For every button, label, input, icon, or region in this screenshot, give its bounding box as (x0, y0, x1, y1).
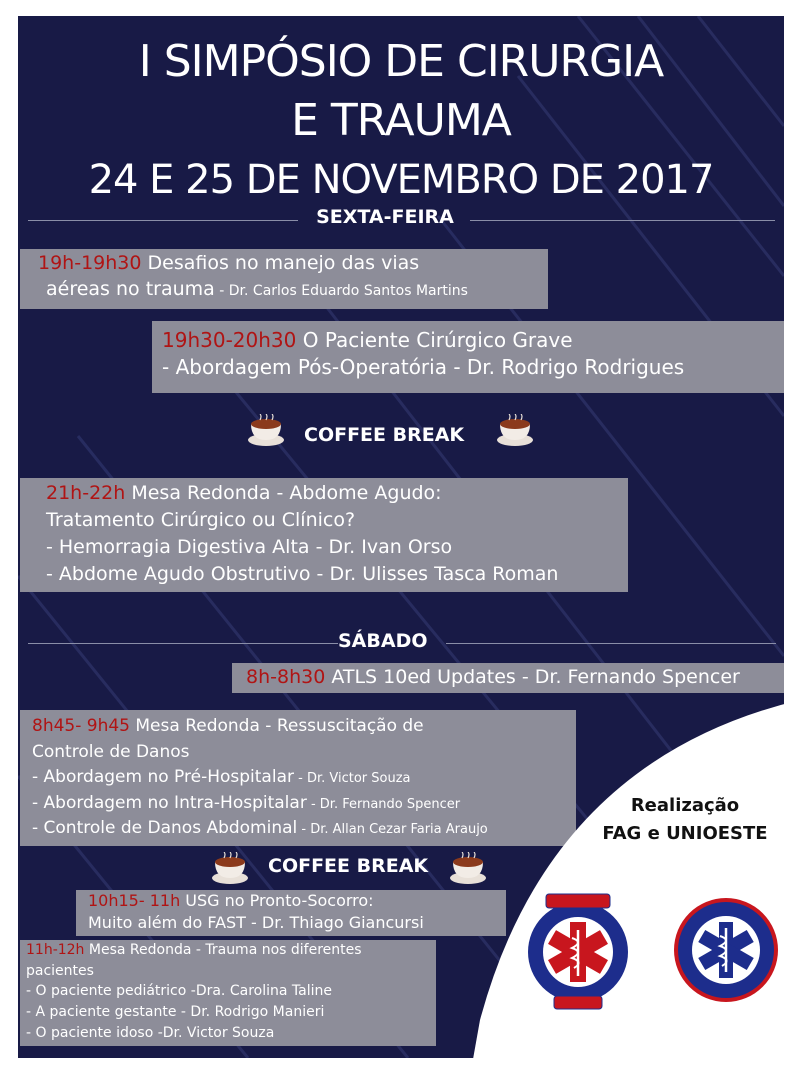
realizacao-label: Realização (630, 795, 740, 816)
session-box (20, 249, 548, 309)
divider-right (446, 643, 776, 644)
session-line: - Abordagem no Pré-Hospitalar (32, 767, 294, 787)
divider-left (28, 220, 298, 221)
session-line: - Hemorragia Digestiva Alta - Dr. Ivan Orso (46, 536, 453, 559)
session-title: Mesa Redonda - Ressuscitação de (129, 716, 424, 736)
session-line: - Controle de Danos Abdominal (32, 818, 298, 838)
white-curve-panel (430, 700, 800, 1076)
session-time: 19h30-20h30 (162, 328, 297, 352)
session-line: - O paciente idoso -Dr. Victor Souza (26, 1024, 275, 1041)
session-line: aéreas no trauma (46, 277, 215, 300)
coffee-break-label: COFFEE BREAK (268, 855, 429, 877)
coffee-cup-icon (246, 414, 286, 448)
event-date: 24 E 25 DE NOVEMBRO DE 2017 (88, 157, 714, 203)
title-line-1: I SIMPÓSIO DE CIRURGIA (138, 36, 664, 87)
session-line: Controle de Danos (32, 741, 190, 762)
organizers: FAG e UNIOESTE (602, 823, 768, 844)
session-time: 10h15- 11h (88, 891, 181, 910)
session-time: 21h-22h (46, 482, 126, 504)
session-time: 11h-12h (26, 942, 85, 958)
speaker-name: - Dr. Victor Souza (293, 771, 411, 786)
session-title: O Paciente Cirúrgico Grave (296, 328, 573, 352)
session-box (76, 890, 506, 936)
session-time: 8h45- 9h45 (32, 716, 130, 736)
coffee-cup-icon (210, 852, 250, 886)
session-title: Mesa Redonda - Abdome Agudo: (125, 482, 442, 504)
coffee-cup-icon (495, 414, 535, 448)
title-line-2: E TRAUMA (291, 95, 511, 146)
session-line: - Abdome Agudo Obstrutivo - Dr. Ulisses Tasca Roman (46, 563, 559, 586)
session-title: Mesa Redonda - Trauma nos diferentes (84, 942, 362, 958)
divider-right (470, 220, 775, 221)
coffee-break-label: COFFEE BREAK (304, 424, 465, 446)
speaker-name: - Dr. Allan Cezar Faria Araujo (297, 822, 488, 837)
liacit-logo-icon (672, 896, 780, 1004)
session-line: - Abordagem no Intra-Hospitalar (32, 792, 307, 813)
day-label-saturday: SÁBADO (338, 630, 428, 652)
session-line: - O paciente pediátrico -Dra. Carolina Taline (26, 983, 332, 1000)
session-time: 19h-19h30 (38, 252, 142, 274)
session-box (20, 940, 436, 1046)
session-box (232, 663, 784, 693)
session-time: 8h-8h30 (246, 666, 326, 688)
speaker-name: - Dr. Carlos Eduardo Santos Martins (214, 282, 468, 299)
session-box (152, 321, 784, 393)
session-line: Muito além do FAST - Dr. Thiago Giancursi (88, 913, 424, 933)
session-line: pacientes (26, 962, 94, 979)
luet-logo-icon (524, 890, 632, 1012)
day-label-friday: SEXTA-FEIRA (316, 206, 454, 228)
session-title: Desafios no manejo das vias (141, 252, 420, 274)
session-line: - Abordagem Pós-Operatória - Dr. Rodrigo Rodrigues (162, 355, 685, 380)
session-title: ATLS 10ed Updates - Dr. Fernando Spencer (325, 666, 740, 688)
session-title: USG no Pronto-Socorro: (180, 891, 374, 910)
session-box (20, 478, 628, 592)
divider-left (28, 643, 338, 644)
session-line: - A paciente gestante - Dr. Rodrigo Manieri (26, 1004, 325, 1021)
speaker-name: - Dr. Fernando Spencer (306, 796, 461, 812)
session-line: Tratamento Cirúrgico ou Clínico? (46, 509, 356, 532)
